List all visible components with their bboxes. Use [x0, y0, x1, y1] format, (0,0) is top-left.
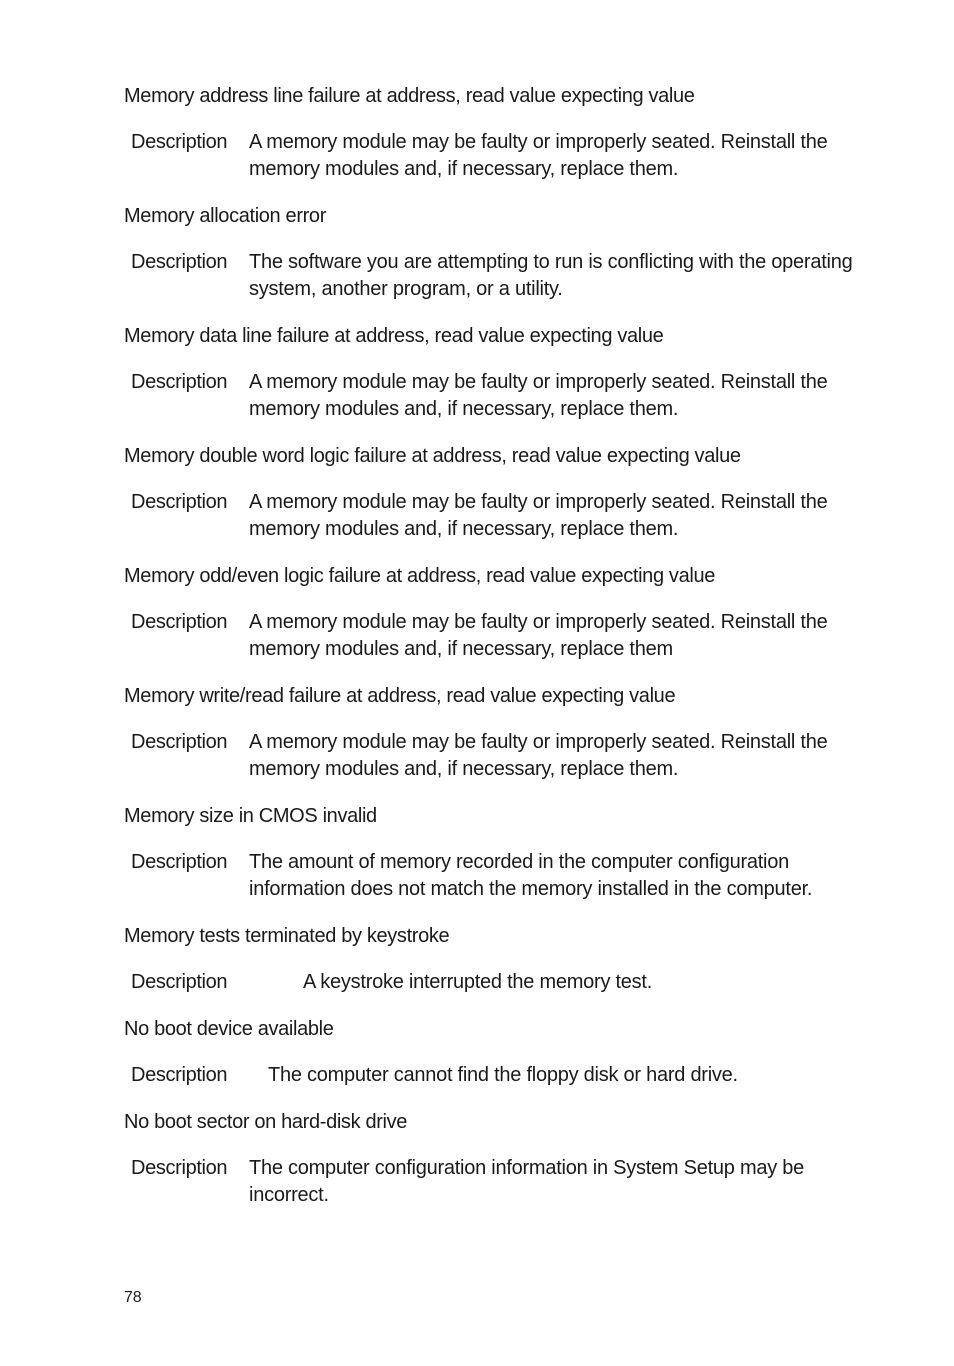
error-entry [124, 1110, 864, 1209]
description-label: Description [131, 971, 228, 993]
description-text: A memory module may be faulty or improperly seated. Reinstall the memory modules and, if necessary, replace them. [249, 731, 828, 780]
error-entry [124, 324, 864, 444]
error-entry [124, 684, 864, 804]
description-text: A memory module may be faulty or improperly seated. Reinstall the memory modules and, if necessary, replace them [249, 611, 828, 660]
description-text: A memory module may be faulty or improperly seated. Reinstall the memory modules and, if necessary, replace them. [249, 131, 828, 180]
error-entry [124, 804, 864, 924]
description-label: Description [131, 1064, 228, 1086]
error-message-list [124, 84, 864, 1209]
error-title: Memory size in CMOS invalid [124, 805, 377, 827]
description-text: The computer cannot find the floppy disk or hard drive. [268, 1064, 738, 1086]
description-text: A memory module may be faulty or improperly seated. Reinstall the memory modules and, if necessary, replace them. [249, 371, 828, 420]
error-title: Memory allocation error [124, 205, 327, 227]
error-entry [124, 1017, 864, 1110]
description-text: The computer configuration information in System Setup may be incorrect. [249, 1157, 805, 1206]
description-text: The software you are attempting to run is conflicting with the operating system, another program, or a utility. [249, 251, 853, 300]
description-label: Description [131, 611, 228, 633]
description-label: Description [131, 251, 228, 273]
error-title: Memory write/read failure at address, read value expecting value [124, 685, 676, 707]
error-title: Memory address line failure at address, read value expecting value [124, 85, 695, 107]
error-entry [124, 924, 864, 1017]
description-row [131, 729, 864, 783]
description-row [131, 129, 864, 183]
error-title: Memory data line failure at address, read value expecting value [124, 325, 664, 347]
error-title: Memory odd/even logic failure at address, read value expecting value [124, 565, 715, 587]
description-label: Description [131, 491, 228, 513]
error-title: Memory double word logic failure at address, read value expecting value [124, 445, 741, 467]
description-row [131, 249, 864, 303]
description-row [131, 1062, 864, 1089]
description-row [131, 609, 864, 663]
description-row [131, 1155, 864, 1209]
description-label: Description [131, 131, 228, 153]
error-title: No boot device available [124, 1018, 334, 1040]
description-text: A memory module may be faulty or improperly seated. Reinstall the memory modules and, if necessary, replace them. [249, 491, 828, 540]
description-row [131, 489, 864, 543]
error-entry [124, 444, 864, 564]
description-label: Description [131, 371, 228, 393]
description-label: Description [131, 1157, 228, 1179]
page-number: 78 [124, 1289, 142, 1306]
error-entry [124, 564, 864, 684]
error-entry [124, 204, 864, 324]
description-row [131, 969, 864, 996]
description-text: A keystroke interrupted the memory test. [303, 971, 653, 993]
error-entry [124, 84, 864, 204]
error-title: Memory tests terminated by keystroke [124, 925, 450, 947]
description-label: Description [131, 731, 228, 753]
description-label: Description [131, 851, 228, 873]
description-row [131, 369, 864, 423]
description-row [131, 849, 864, 903]
error-title: No boot sector on hard-disk drive [124, 1111, 408, 1133]
description-text: The amount of memory recorded in the computer configuration information does not match the memory installed in the computer. [249, 851, 813, 900]
